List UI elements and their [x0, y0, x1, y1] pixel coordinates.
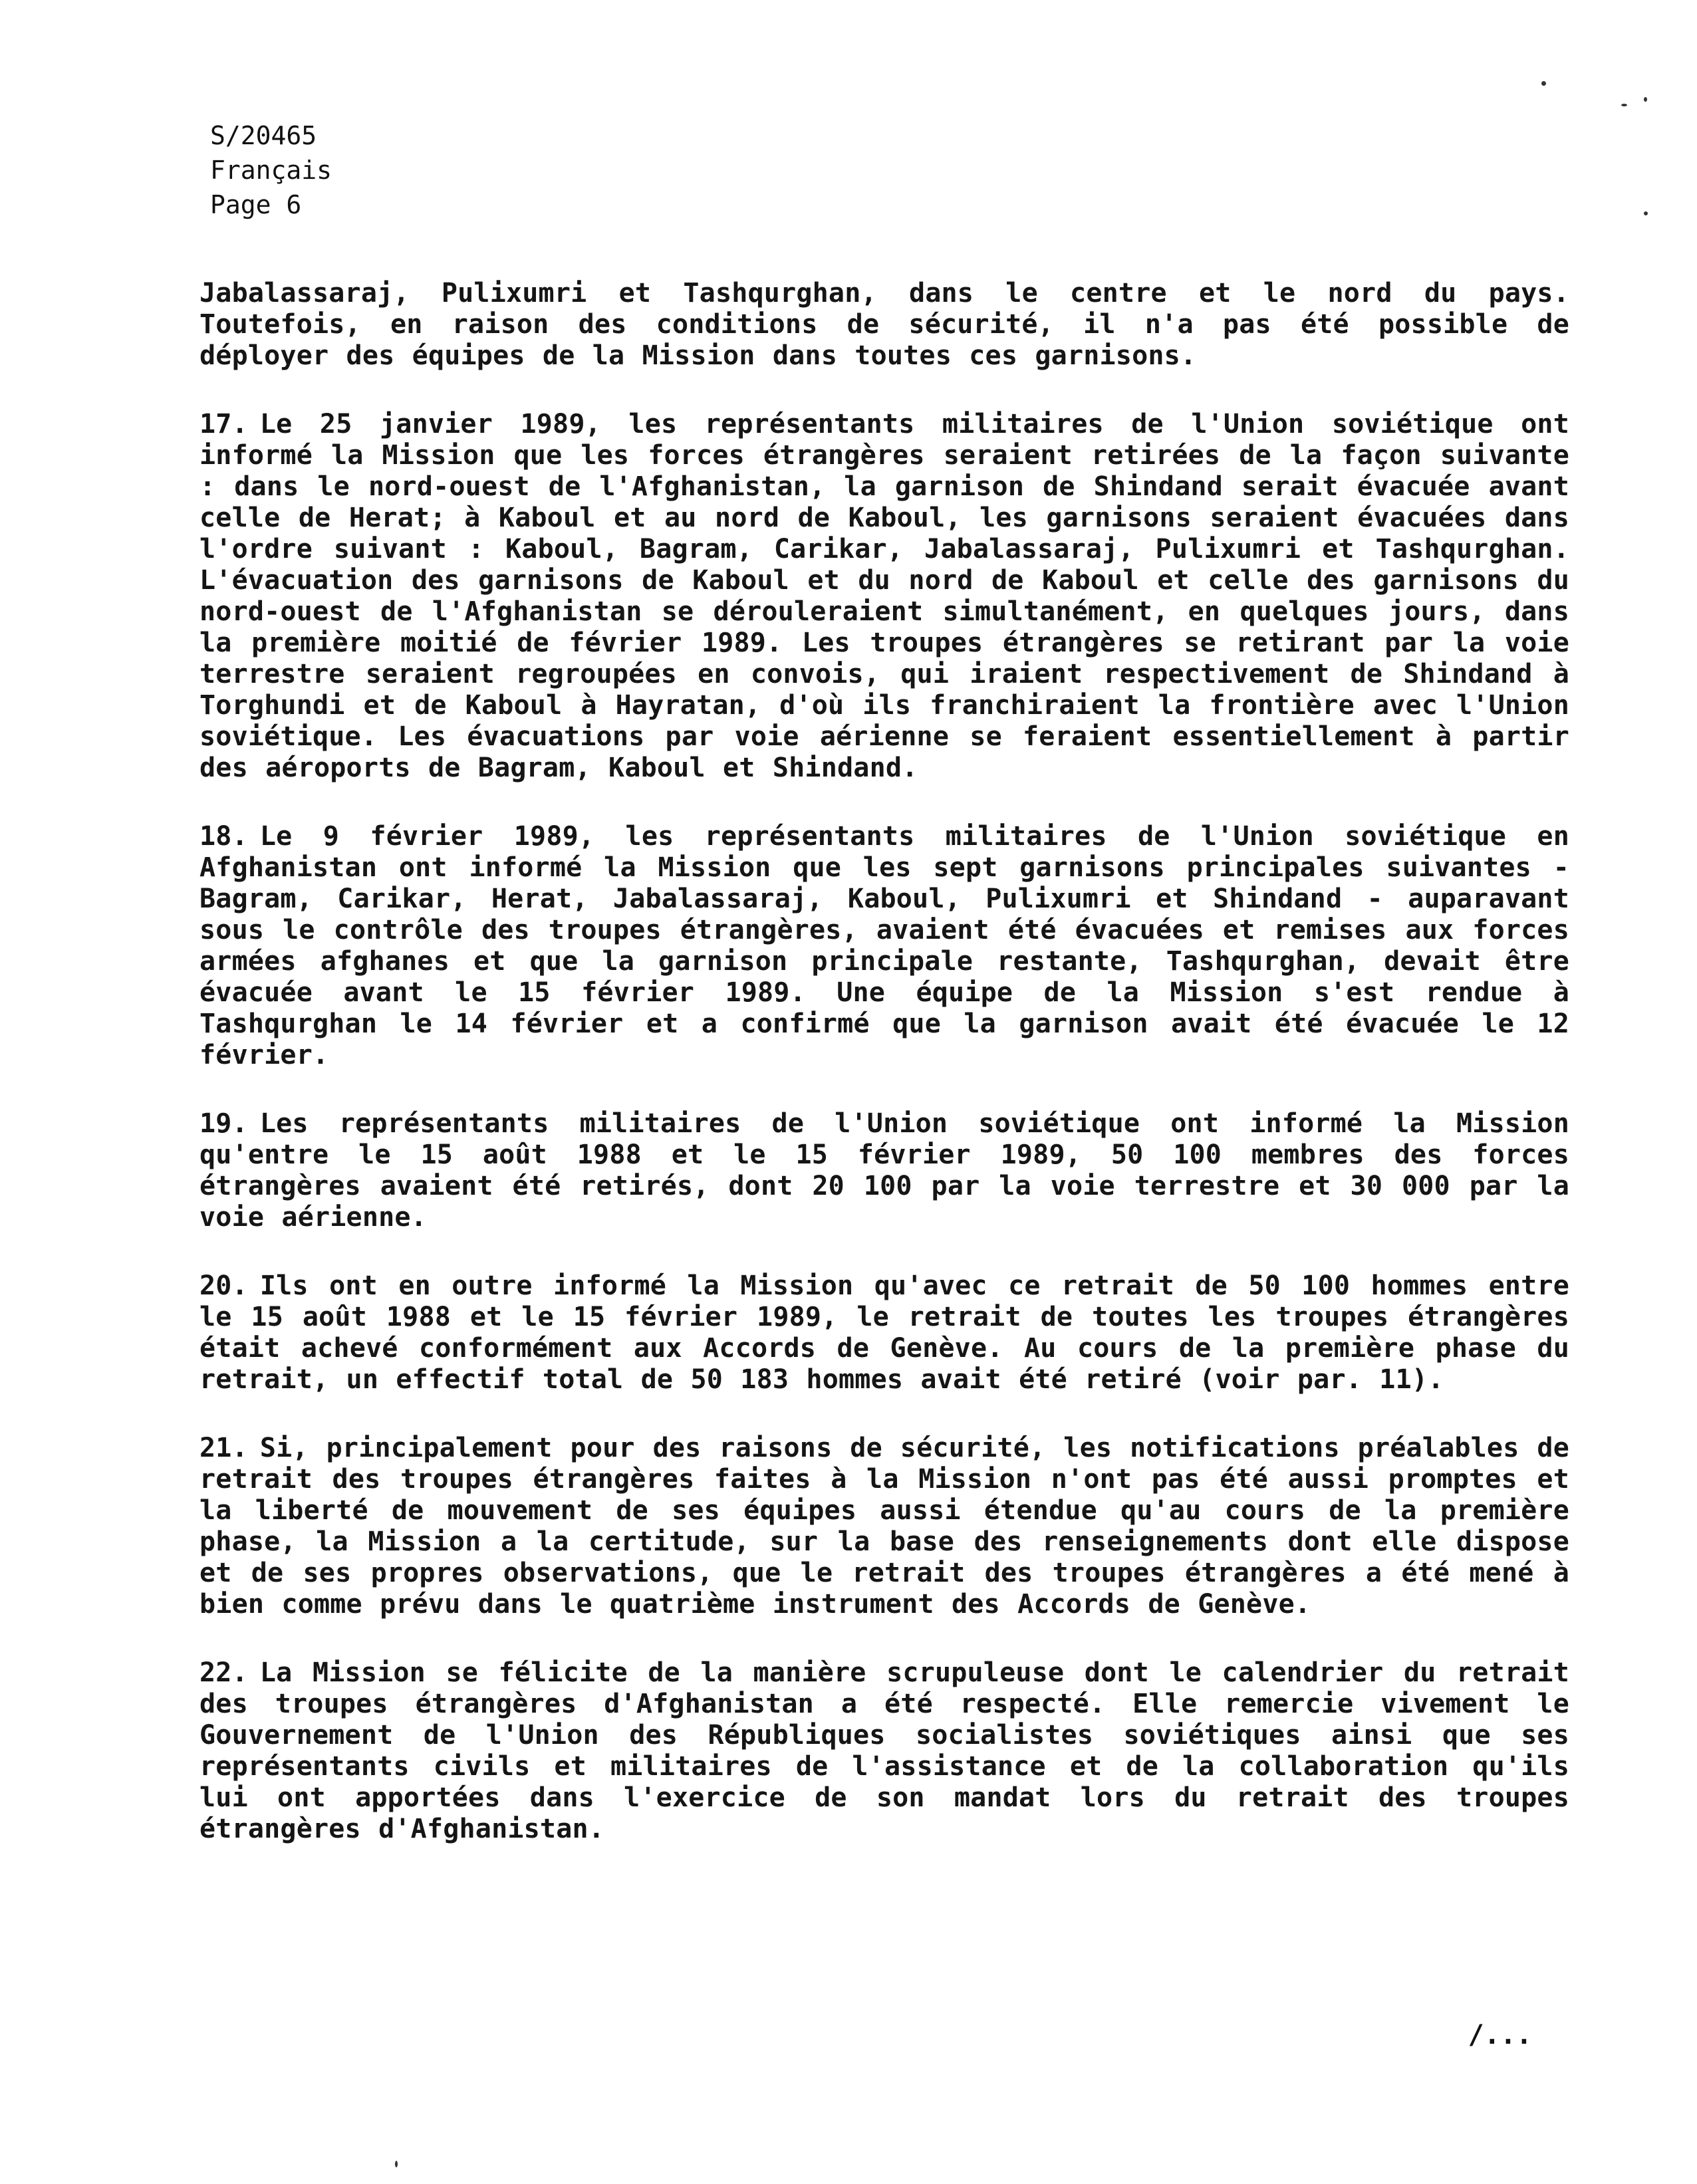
document-symbol: S/20465	[210, 121, 317, 150]
paragraph-number: 20.	[199, 1271, 248, 1301]
paragraph-20	[199, 1271, 1569, 1395]
paragraph-19	[199, 1108, 1569, 1233]
paragraph-text: Si, principalement pour des raisons de sécurité, les notifications préalables de retrait des troupes étrangères faites à la Mission n'ont pas été aussi promptes et la liberté de mouvement de ses équipes aussi étendue qu'au cours de la première phase, la Mission a la certitude, sur la base des renseignements dont elle dispose et de ses propres observations, que le retrait des troupes étrangères a été mené à bien comme prévu dans le quatrième instrument des Accords de Genève.	[199, 1433, 1569, 1620]
paragraph-number: 18.	[199, 821, 248, 852]
paragraph-text: Le 9 février 1989, les représentants militaires de l'Union soviétique en Afghanistan ont informé la Mission que les sept garnisons principales suivantes - Bagram, Carikar, Herat, Jabalassaraj, Kaboul, Pulixumri et Shindand - auparavant sous le contrôle des troupes étrangères, avaient été évacuées et remises aux forces armées afghanes et que la garnison principale restante, Tashqurghan, devait être évacuée avant le 15 février 1989. Une équipe de la Mission s'est rendue à Tashqurghan le 14 février et a confirmé que la garnison avait été évacuée le 12 février.	[199, 821, 1569, 1070]
paragraph-17	[199, 409, 1569, 784]
paragraph-text: Le 25 janvier 1989, les représentants militaires de l'Union soviétique ont informé la Mission que les forces étrangères seraient retirées de la façon suivante : dans le nord-ouest de l'Afghanistan, la garnison de Shindand serait évacuée avant celle de Herat; à Kaboul et au nord de Kaboul, les garnisons seraient évacuées dans l'ordre suivant : Kaboul, Bagram, Carikar, Jabalassaraj, Pulixumri et Tashqurghan. L'évacuation des garnisons de Kaboul et du nord de Kaboul et celle des garnisons du nord-ouest de l'Afghanistan se dérouleraient simultanément, en quelques jours, dans la première moitié de février 1989. Les troupes étrangères se retirant par la voie terrestre seraient regroupées en convois, qui iraient respectivement de Shindand à Torghundi et de Kaboul à Hayratan, d'où ils franchiraient la frontière avec l'Union soviétique. Les évacuations par voie aérienne se feraient essentiellement à partir des aéroports de Bagram, Kaboul et Shindand.	[199, 409, 1569, 783]
paragraph-text: Ils ont en outre informé la Mission qu'avec ce retrait de 50 100 hommes entre le 15 août 1988 et le 15 février 1989, le retrait de toutes les troupes étrangères était achevé conformément aux Accords de Genève. Au cours de la première phase du retrait, un effectif total de 50 183 hommes avait été retiré (voir par. 11).	[199, 1271, 1569, 1395]
scan-speck	[395, 2161, 398, 2167]
scan-speck	[1541, 81, 1546, 86]
paragraph-21	[199, 1433, 1569, 1620]
paragraph-number: 17.	[199, 409, 248, 439]
paragraph-text: La Mission se félicite de la manière scrupuleuse dont le calendrier du retrait des troupes étrangères d'Afghanistan a été respecté. Elle remercie vivement le Gouvernement de l'Union des Républiques socialistes soviétiques ainsi que ses représentants civils et militaires de l'assistance et de la collaboration qu'ils lui ont apportées dans l'exercice de son mandat lors du retrait des troupes étrangères d'Afghanistan.	[199, 1657, 1569, 1844]
page-number: Page 6	[210, 190, 302, 219]
document-body	[199, 278, 1569, 1882]
scan-speck	[1621, 104, 1627, 106]
document-language: Français	[210, 156, 332, 185]
paragraph-text: Jabalassaraj, Pulixumri et Tashqurghan, dans le centre et le nord du pays. Toutefois, en raison des conditions de sécurité, il n'a pas été possible de déployer des équipes de la Mission dans toutes ces garnisons.	[199, 278, 1569, 371]
paragraph-number: 22.	[199, 1657, 248, 1688]
paragraph-number: 21.	[199, 1433, 248, 1463]
scan-speck	[1644, 97, 1647, 102]
paragraph-continuation	[199, 278, 1569, 372]
paragraph-22	[199, 1657, 1569, 1845]
scan-speck	[1644, 211, 1648, 215]
paragraph-text: Les représentants militaires de l'Union soviétique ont informé la Mission qu'entre le 15 août 1988 et le 15 février 1989, 50 100 membres des forces étrangères avaient été retirés, dont 20 100 par la voie terrestre et 30 000 par la voie aérienne.	[199, 1108, 1569, 1233]
continuation-mark: /...	[1468, 2020, 1532, 2050]
document-header	[210, 118, 332, 222]
paragraph-18	[199, 821, 1569, 1071]
paragraph-number: 19.	[199, 1108, 248, 1139]
